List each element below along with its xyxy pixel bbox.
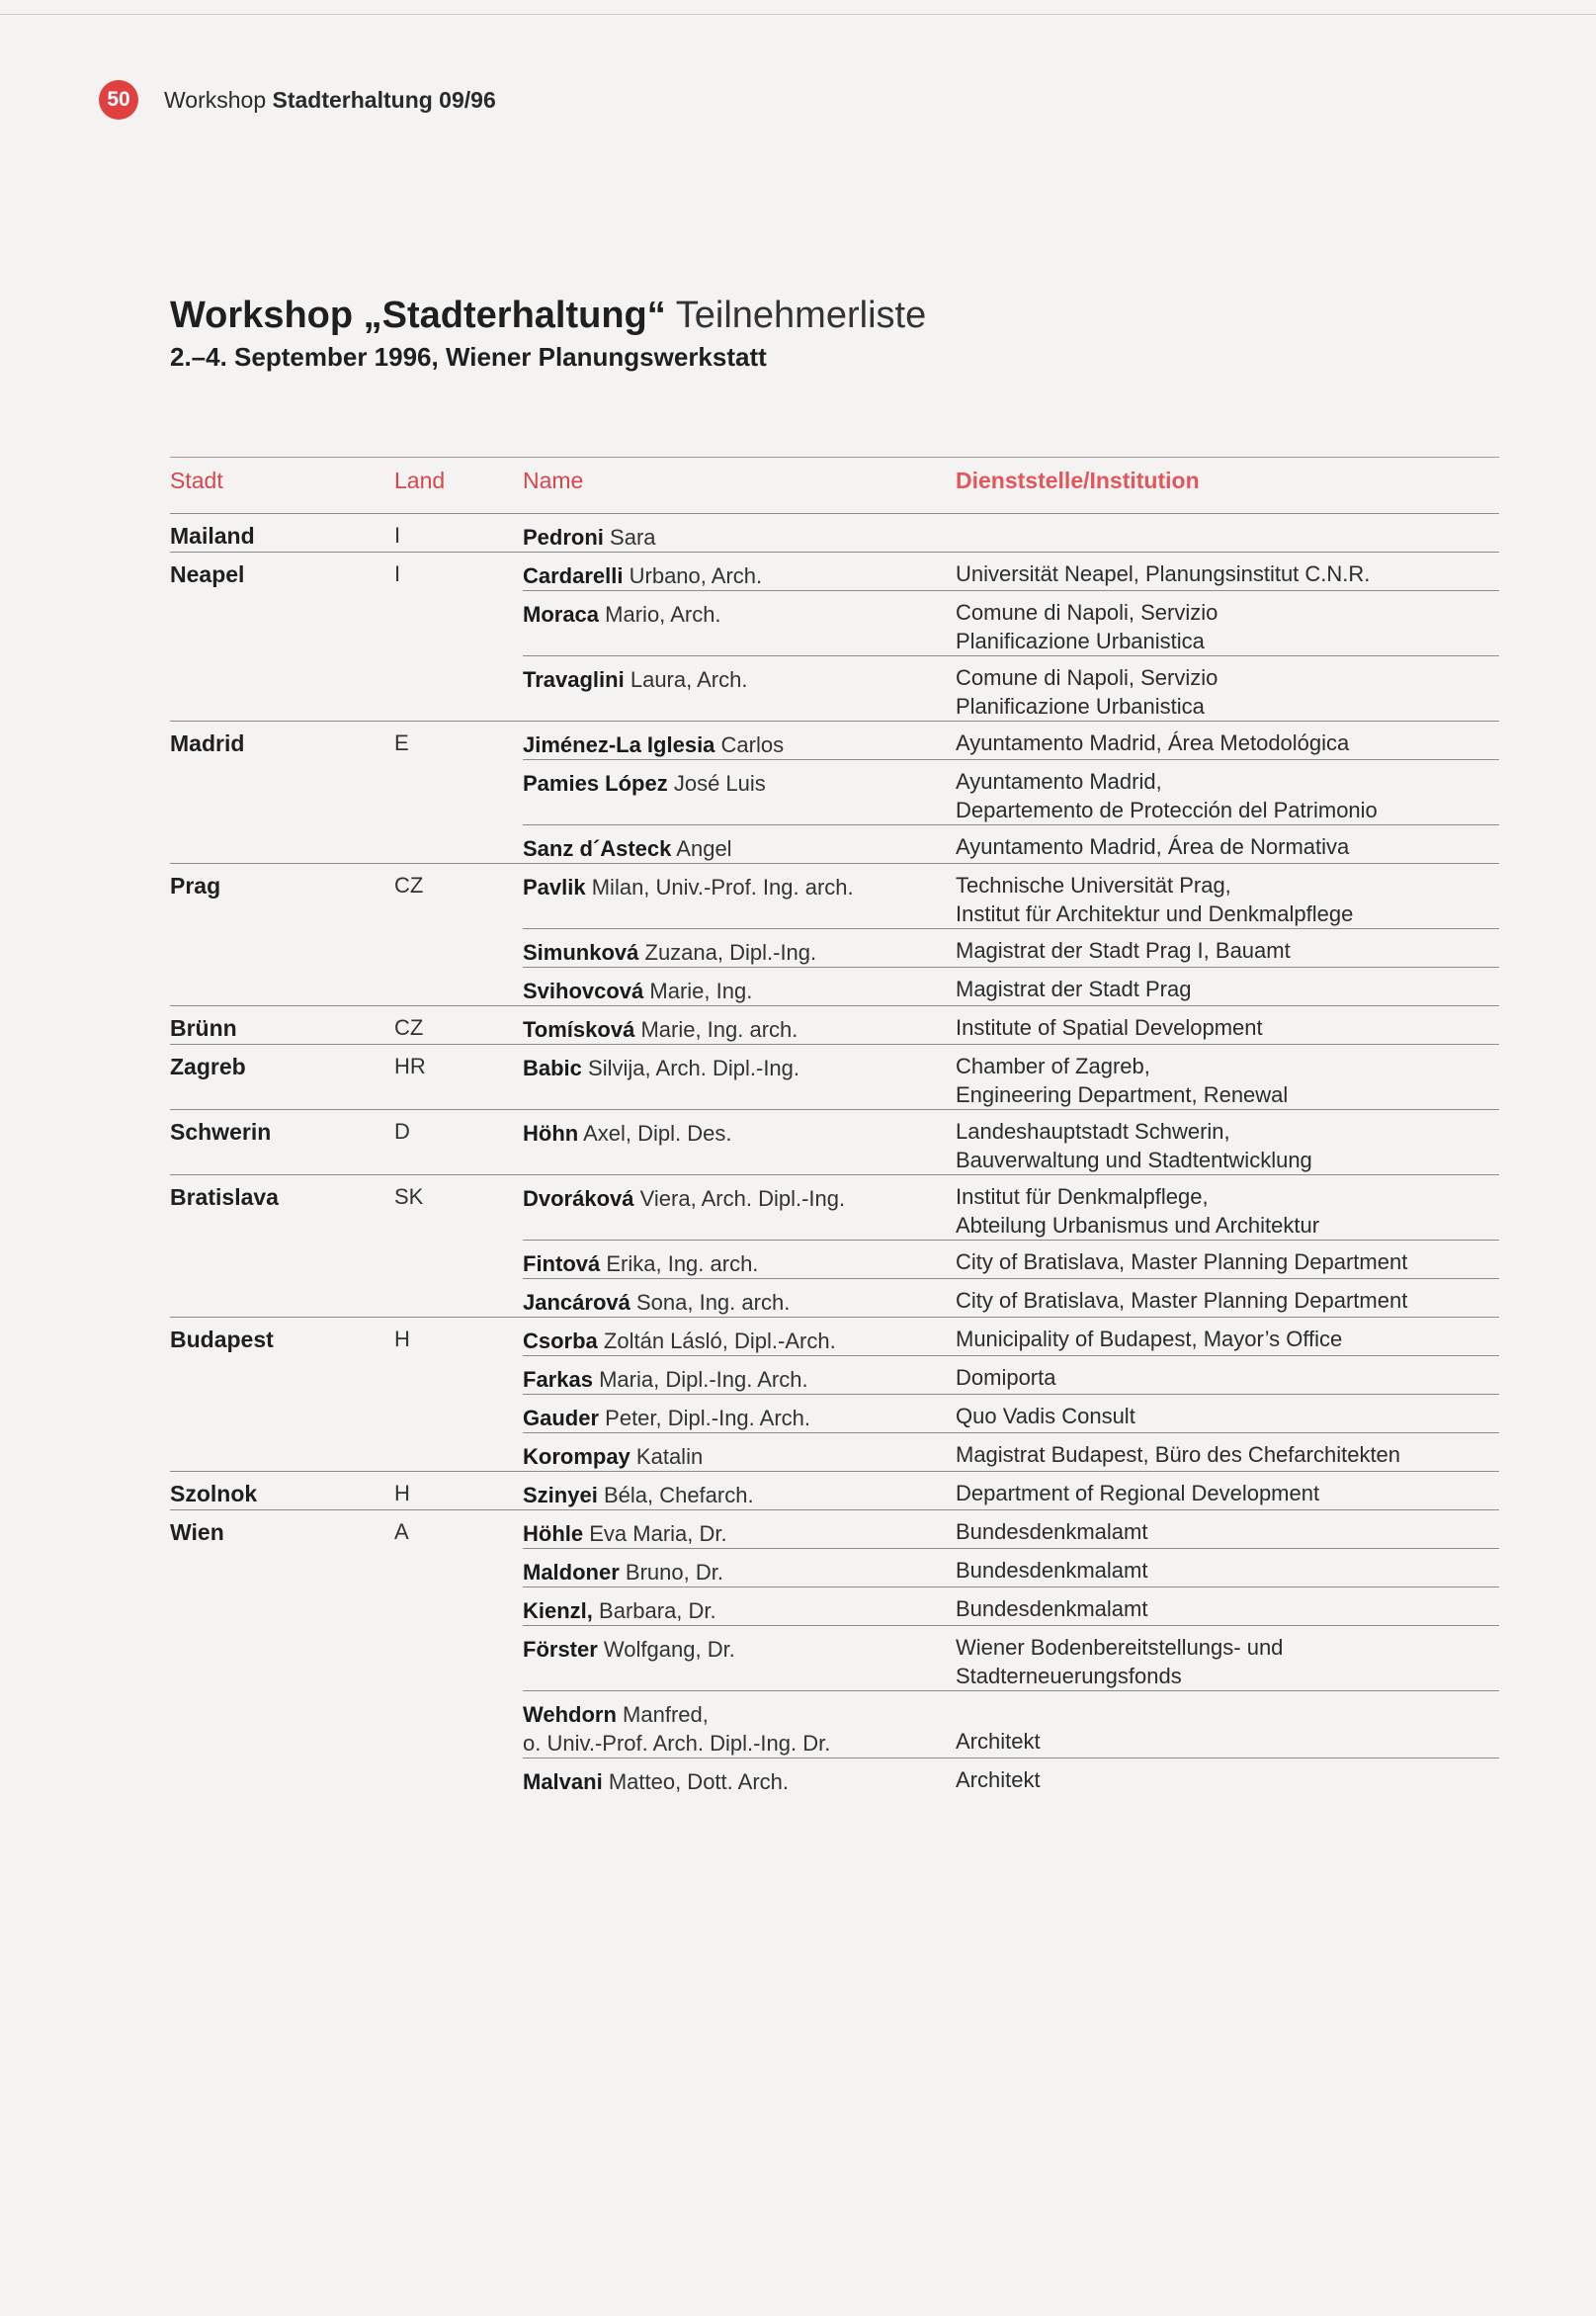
institution-cell — [956, 1045, 1499, 1109]
institution-cell — [956, 1110, 1499, 1174]
institution-line2: Planificazione Urbanistica — [956, 694, 1205, 719]
city-cell: Prag — [170, 873, 221, 899]
surname: Kienzl, — [523, 1598, 593, 1623]
name-cell — [523, 824, 956, 863]
country-cell — [394, 824, 523, 863]
name-cell — [523, 1587, 956, 1625]
institution-line: Institute of Spatial Development — [956, 1015, 1263, 1040]
surname: Höhn — [523, 1121, 579, 1146]
surname: Förster — [523, 1637, 598, 1662]
country-cell: CZ — [394, 873, 424, 898]
given-name: Sara — [610, 525, 656, 550]
city-cell — [170, 1587, 394, 1625]
surname: Jancárová — [523, 1290, 630, 1315]
name-cell — [523, 1175, 956, 1240]
given-name: Axel, Dipl. Des. — [583, 1121, 732, 1146]
institution-cell — [956, 1758, 1499, 1796]
table-row — [170, 1355, 1499, 1394]
city-cell — [170, 1355, 394, 1394]
institution-line: Ayuntamento Madrid, Área Metodológica — [956, 730, 1350, 755]
title-light: Teilnehmerliste — [675, 295, 927, 336]
country-cell: H — [394, 1327, 410, 1351]
city-cell: Budapest — [170, 1327, 274, 1352]
country-cell — [394, 967, 523, 1005]
page-title — [170, 293, 926, 338]
surname: Korompay — [523, 1444, 630, 1469]
table-row — [170, 1006, 1499, 1044]
city-cell — [170, 1432, 394, 1471]
institution-cell — [956, 1472, 1499, 1509]
country-cell: CZ — [394, 1015, 424, 1040]
given-name: Peter, Dipl.-Ing. Arch. — [605, 1406, 811, 1430]
surname: Fintová — [523, 1251, 601, 1276]
institution-cell — [956, 928, 1499, 967]
country-cell — [394, 1394, 523, 1432]
surname: Pamies López — [523, 771, 668, 796]
table-row — [170, 1240, 1499, 1278]
given-name: Erika, Ing. arch. — [606, 1251, 759, 1276]
table-row — [170, 864, 1499, 928]
city-cell: Zagreb — [170, 1054, 246, 1079]
city-cell — [170, 590, 394, 655]
surname: Farkas — [523, 1367, 593, 1392]
given-name: Sona, Ing. arch. — [635, 1290, 791, 1315]
country-cell — [394, 1355, 523, 1394]
institution-line: Magistrat Budapest, Büro des Chefarchitekten — [956, 1442, 1401, 1467]
institution-line: Bundesdenkmalamt — [956, 1558, 1148, 1583]
institution-line2: Planificazione Urbanistica — [956, 629, 1205, 653]
page-subtitle: 2.–4. September 1996, Wiener Planungswerkstatt — [170, 342, 767, 372]
country-cell — [394, 928, 523, 967]
title-bold: Workshop „Stadterhaltung“ — [170, 295, 666, 336]
table-row — [170, 1278, 1499, 1317]
name-cell — [523, 928, 956, 967]
surname: Szinyei — [523, 1483, 598, 1507]
table-row — [170, 722, 1499, 759]
name-cell — [523, 590, 956, 655]
name-cell — [523, 722, 956, 759]
institution-cell — [956, 1278, 1499, 1317]
institution-cell — [956, 1587, 1499, 1625]
city-cell — [170, 928, 394, 967]
city-group — [170, 1317, 1499, 1471]
country-cell: E — [394, 730, 409, 755]
city-cell: Brünn — [170, 1015, 237, 1041]
given-name: Mario, Arch. — [605, 602, 721, 627]
col-header-country: Land — [394, 468, 446, 493]
given-name: Silvija, Arch. Dipl.-Ing. — [588, 1056, 800, 1080]
surname: Höhle — [523, 1521, 584, 1546]
running-title-bold: Stadterhaltung 09/96 — [272, 86, 496, 113]
name-cell — [523, 553, 956, 590]
institution-line: Magistrat der Stadt Prag I, Bauamt — [956, 938, 1291, 963]
surname: Csorba — [523, 1329, 598, 1353]
table-header — [170, 457, 1499, 513]
surname: Babic — [523, 1056, 582, 1080]
country-cell: I — [394, 561, 401, 586]
institution-cell — [956, 1318, 1499, 1355]
name-cell — [523, 1432, 956, 1471]
name-cell — [523, 1006, 956, 1044]
country-cell — [394, 655, 523, 721]
institution-cell — [956, 1432, 1499, 1471]
city-cell: Schwerin — [170, 1119, 272, 1145]
given-name: Matteo, Dott. Arch. — [608, 1769, 790, 1794]
country-cell — [394, 759, 523, 824]
given-name: Carlos — [720, 732, 785, 757]
surname: Malvani — [523, 1769, 603, 1794]
given-name: Zuzana, Dipl.-Ing. — [644, 940, 817, 965]
country-cell — [394, 1758, 523, 1796]
name-cell — [523, 1240, 956, 1278]
city-cell — [170, 1240, 394, 1278]
institution-cell — [956, 759, 1499, 824]
name-cell — [523, 1045, 956, 1109]
running-title — [164, 87, 496, 114]
given-name: Laura, Arch. — [630, 667, 748, 692]
institution-cell — [956, 1355, 1499, 1394]
top-rule — [0, 14, 1596, 15]
table-row — [170, 1548, 1499, 1587]
given-name: José Luis — [673, 771, 766, 796]
name-cell — [523, 1690, 956, 1758]
table-row — [170, 590, 1499, 655]
city-cell — [170, 1548, 394, 1587]
institution-line: Wiener Bodenbereitstellungs- und — [956, 1635, 1284, 1660]
city-group — [170, 863, 1499, 1005]
running-title-light: Workshop — [164, 86, 267, 113]
table-row — [170, 514, 1499, 552]
institution-line: Department of Regional Development — [956, 1481, 1320, 1505]
institution-line: Technische Universität Prag, — [956, 873, 1231, 898]
institution-cell — [956, 655, 1499, 721]
city-cell: Mailand — [170, 523, 255, 549]
given-name: Maria, Dipl.-Ing. Arch. — [599, 1367, 808, 1392]
name-cell — [523, 1758, 956, 1796]
given-name: Milan, Univ.-Prof. Ing. arch. — [591, 875, 854, 900]
institution-line: Comune di Napoli, Servizio — [956, 665, 1218, 690]
institution-cell — [956, 1394, 1499, 1432]
surname: Travaglini — [523, 667, 625, 692]
table-row — [170, 1318, 1499, 1355]
table-row — [170, 655, 1499, 721]
table-row — [170, 1510, 1499, 1548]
institution-cell — [956, 1240, 1499, 1278]
surname: Simunková — [523, 940, 639, 965]
given-name: Zoltán Lásló, Dipl.-Arch. — [603, 1329, 836, 1353]
country-cell — [394, 590, 523, 655]
institution-line: Landeshauptstadt Schwerin, — [956, 1119, 1230, 1144]
country-cell: HR — [394, 1054, 426, 1078]
city-cell — [170, 1394, 394, 1432]
country-cell — [394, 1690, 523, 1758]
institution-line: Comune di Napoli, Servizio — [956, 600, 1218, 625]
table-row — [170, 1394, 1499, 1432]
city-cell — [170, 1758, 394, 1796]
country-cell: D — [394, 1119, 410, 1144]
institution-line: City of Bratislava, Master Planning Department — [956, 1288, 1408, 1313]
city-group — [170, 552, 1499, 721]
table-row — [170, 824, 1499, 863]
col-header-name: Name — [523, 468, 584, 493]
city-group — [170, 1044, 1499, 1109]
country-cell — [394, 1432, 523, 1471]
institution-line2: Institut für Architektur und Denkmalpflege — [956, 901, 1354, 926]
surname: Gauder — [523, 1406, 600, 1430]
institution-line: Quo Vadis Consult — [956, 1404, 1135, 1428]
name-cell — [523, 655, 956, 721]
surname: Tomísková — [523, 1017, 635, 1042]
table-row — [170, 1175, 1499, 1240]
surname: Cardarelli — [523, 563, 624, 588]
participants-table — [170, 457, 1499, 1796]
institution-cell — [956, 824, 1499, 863]
surname: Pavlik — [523, 875, 586, 900]
institution-cell — [956, 1548, 1499, 1587]
city-cell — [170, 655, 394, 721]
institution-line2: Stadterneuerungsfonds — [956, 1664, 1182, 1688]
institution-line2: Bauverwaltung und Stadtentwicklung — [956, 1148, 1312, 1172]
table-row — [170, 1758, 1499, 1796]
surname: Pedroni — [523, 525, 604, 550]
institution-cell — [956, 590, 1499, 655]
city-group — [170, 1509, 1499, 1796]
city-group — [170, 1109, 1499, 1174]
institution-cell — [956, 1625, 1499, 1690]
given-name: Urbano, Arch. — [629, 563, 763, 588]
name-cell — [523, 1472, 956, 1509]
given-name: Marie, Ing. — [649, 979, 753, 1003]
country-cell — [394, 1587, 523, 1625]
city-group — [170, 1471, 1499, 1509]
country-cell — [394, 1240, 523, 1278]
given-name: Viera, Arch. Dipl.-Ing. — [639, 1186, 846, 1211]
city-cell — [170, 824, 394, 863]
institution-cell — [956, 1510, 1499, 1548]
given-name: Eva Maria, Dr. — [589, 1521, 727, 1546]
given-name: Wolfgang, Dr. — [603, 1637, 735, 1662]
col-header-institution: Dienststelle/Institution — [956, 468, 1200, 493]
institution-line2: Departemento de Protección del Patrimonio — [956, 798, 1378, 822]
institution-cell — [956, 1175, 1499, 1240]
name-cell — [523, 1110, 956, 1174]
institution-line: Domiporta — [956, 1365, 1056, 1390]
city-cell — [170, 759, 394, 824]
name-cell — [523, 967, 956, 1005]
institution-line: City of Bratislava, Master Planning Department — [956, 1249, 1408, 1274]
country-cell — [394, 1278, 523, 1317]
city-cell: Wien — [170, 1519, 224, 1545]
table-row — [170, 1690, 1499, 1758]
surname: Moraca — [523, 602, 600, 627]
given-name: Katalin — [635, 1444, 704, 1469]
city-cell: Neapel — [170, 561, 245, 587]
city-group — [170, 513, 1499, 552]
name-cell — [523, 1548, 956, 1587]
city-group — [170, 1174, 1499, 1317]
city-cell — [170, 1278, 394, 1317]
institution-line: Institut für Denkmalpflege, — [956, 1184, 1209, 1209]
city-group — [170, 721, 1499, 863]
institution-line: Bundesdenkmalamt — [956, 1519, 1148, 1544]
institution-cell — [956, 1006, 1499, 1044]
table-row — [170, 1472, 1499, 1509]
name-cell — [523, 1510, 956, 1548]
city-group — [170, 1005, 1499, 1044]
institution-line: Ayuntamento Madrid, Área de Normativa — [956, 834, 1350, 859]
institution-cell — [956, 722, 1499, 759]
page-number-badge: 50 — [99, 80, 138, 120]
col-header-city: Stadt — [170, 468, 223, 493]
running-header — [99, 79, 496, 121]
name-cell — [523, 1318, 956, 1355]
table-row — [170, 1625, 1499, 1690]
institution-cell — [956, 514, 1499, 552]
given-name-line2: o. Univ.-Prof. Arch. Dipl.-Ing. Dr. — [523, 1731, 831, 1756]
city-cell: Madrid — [170, 730, 245, 756]
name-cell — [523, 759, 956, 824]
institution-line: Architekt — [956, 1729, 1041, 1754]
city-cell — [170, 1625, 394, 1690]
country-cell: I — [394, 523, 401, 548]
institution-cell — [956, 553, 1499, 590]
institution-line2: Engineering Department, Renewal — [956, 1082, 1289, 1107]
country-cell — [394, 1625, 523, 1690]
name-cell — [523, 1278, 956, 1317]
given-name: Bruno, Dr. — [625, 1560, 723, 1585]
table-row — [170, 553, 1499, 590]
surname: Maldoner — [523, 1560, 620, 1585]
name-cell — [523, 1625, 956, 1690]
given-name: Marie, Ing. arch. — [640, 1017, 798, 1042]
table-row — [170, 1587, 1499, 1625]
given-name: Béla, Chefarch. — [603, 1483, 754, 1507]
institution-cell — [956, 1690, 1499, 1758]
table-row — [170, 1045, 1499, 1109]
city-cell — [170, 967, 394, 1005]
institution-line: Ayuntamento Madrid, — [956, 769, 1162, 794]
table-row — [170, 759, 1499, 824]
name-cell — [523, 864, 956, 928]
institution-line: Magistrat der Stadt Prag — [956, 977, 1192, 1001]
institution-cell — [956, 967, 1499, 1005]
table-row — [170, 1432, 1499, 1471]
title-block — [170, 293, 926, 373]
table-row — [170, 928, 1499, 967]
table-row — [170, 1110, 1499, 1174]
surname: Wehdorn — [523, 1702, 617, 1727]
institution-line: Bundesdenkmalamt — [956, 1596, 1148, 1621]
institution-line: Chamber of Zagreb, — [956, 1054, 1150, 1078]
surname: Dvoráková — [523, 1186, 634, 1211]
given-name: Manfred, — [623, 1702, 709, 1727]
city-cell: Szolnok — [170, 1481, 258, 1506]
surname: Svihovcová — [523, 979, 644, 1003]
given-name: Barbara, Dr. — [599, 1598, 716, 1623]
institution-line: Universität Neapel, Planungsinstitut C.N.R. — [956, 561, 1371, 586]
institution-line2: Abteilung Urbanismus und Architektur — [956, 1213, 1320, 1238]
name-cell — [523, 1394, 956, 1432]
country-cell: A — [394, 1519, 409, 1544]
table-row — [170, 967, 1499, 1005]
name-cell — [523, 514, 956, 552]
institution-line: Municipality of Budapest, Mayor’s Office — [956, 1327, 1343, 1351]
city-cell — [170, 1690, 394, 1758]
given-name: Angel — [676, 836, 732, 861]
institution-cell — [956, 864, 1499, 928]
country-cell — [394, 1548, 523, 1587]
name-cell — [523, 1355, 956, 1394]
surname: Sanz d´Asteck — [523, 836, 672, 861]
surname: Jiménez-La Iglesia — [523, 732, 715, 757]
institution-line: Architekt — [956, 1767, 1041, 1792]
country-cell: H — [394, 1481, 410, 1505]
country-cell: SK — [394, 1184, 424, 1209]
city-cell: Bratislava — [170, 1184, 279, 1210]
